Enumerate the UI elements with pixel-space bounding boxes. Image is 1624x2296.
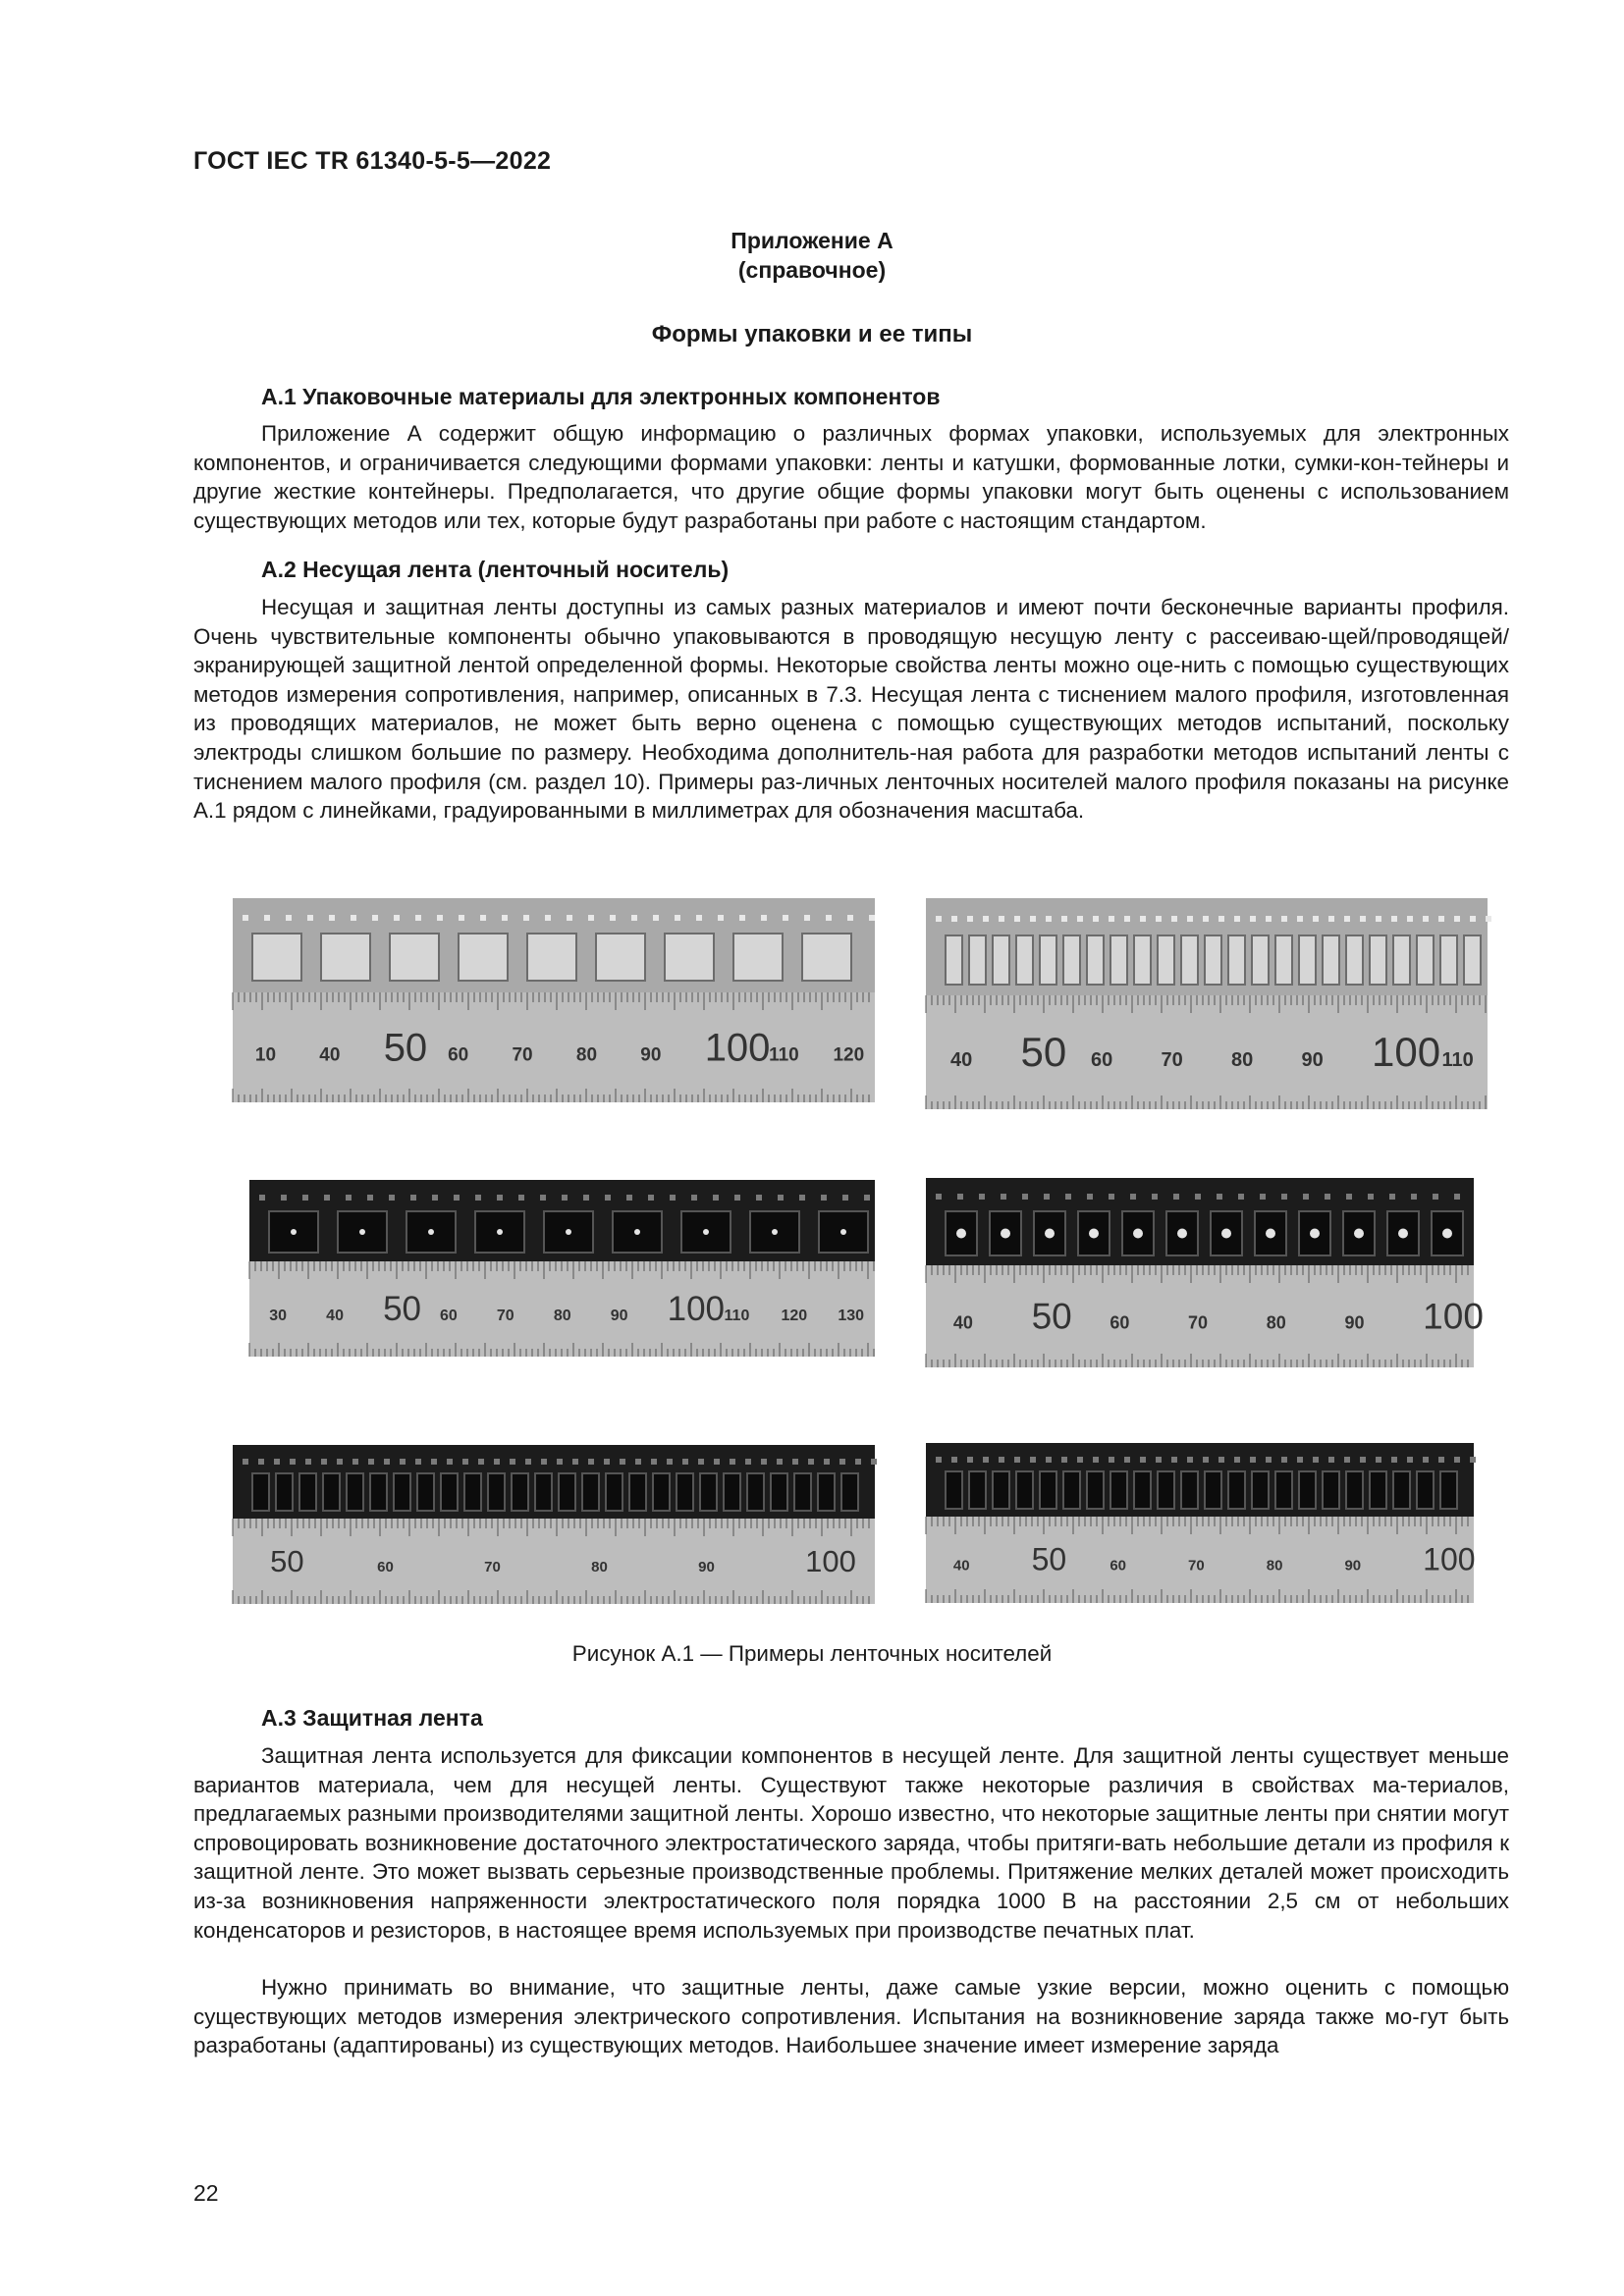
ruler-tick-label: 80 [575,1044,598,1066]
ruler-tick-label: 40 [950,1048,973,1071]
ruler-tick-label: 60 [448,1044,469,1066]
ruler-tick-label: 80 [591,1558,608,1575]
ruler-tick-label: 130 [838,1308,865,1325]
ruler-tick-label: 100 [704,1026,771,1070]
ruler-tick-label: 90 [1344,1312,1365,1333]
ruler-tick-label: 40 [952,1557,970,1575]
ruler-tick-label: 60 [1110,1312,1130,1333]
ruler-tick-label: 90 [640,1044,662,1066]
ruler-tick-label: 70 [1161,1048,1183,1071]
ruler-tick-label: 70 [1188,1557,1205,1575]
tape-photo-1 [233,898,875,1102]
section-a2-paragraph: Несущая и защитная ленты доступны из самых разных материалов и имеют почти бесконечные варианты профиля. Очень чувствительные компоненты обычно упаковываются в проводящую несущую ленту с рассеиваю-щей/проводящей/экранирующей защитной лентой определенной формы. Некоторые свойства ленты можно оце-нить с помощью существующих методов измерения сопротивления, например, описанных в 7.3. Несущая лента с тиснением малого профиля, изготовленная из проводящих материалов, не может быть верно оценена с помощью существующих методов испытаний, поскольку электроды слишком большие по размеру. Необходима дополнитель-ная работа для разработки методов испытаний ленты с тиснением малого профиля (см. раздел 10). Примеры раз-личных ленточных носителей малого профиля показаны на рисунке А.1 рядом с линейками, градуированными в миллиметрах для обозначения масштаба. [193,595,1509,824]
ruler-tick-label: 80 [1266,1312,1286,1333]
section-a1-heading: А.1 Упаковочные материалы для электронных компонентов [261,384,941,409]
standard-code-header: ГОСТ IEC TR 61340-5-5—2022 [193,147,552,175]
ruler-tick-label: 60 [1091,1048,1113,1071]
ruler-tick-label: 50 [383,1026,428,1070]
ruler-tick-label: 40 [952,1312,973,1333]
tape-photo-drawing [926,898,1488,1109]
tape-photo-2 [926,898,1488,1109]
ruler-tick-label: 100 [805,1543,856,1578]
ruler-tick-label: 70 [1188,1312,1209,1333]
ruler-tick-label: 110 [769,1044,799,1066]
ruler-tick-label: 60 [1110,1557,1127,1575]
ruler-tick-label: 40 [319,1044,341,1066]
ruler-tick-label: 110 [1441,1048,1474,1071]
page-number: 22 [193,2180,219,2206]
ruler-tick-label: 50 [1031,1541,1067,1577]
ruler-tick-label: 90 [698,1558,715,1575]
ruler-tick-label: 70 [496,1308,514,1325]
tape-photo-4 [926,1178,1484,1367]
ruler-tick-label: 90 [1301,1048,1324,1071]
tape-photo-6 [926,1443,1474,1603]
ruler-tick-label: 120 [833,1044,865,1066]
ruler-tick-label: 110 [724,1308,750,1325]
ruler-tick-label: 120 [781,1308,808,1325]
ruler-tick-label: 80 [1266,1557,1283,1575]
tape-photo-drawing [249,1180,875,1357]
tape-photo-drawing [233,1445,875,1604]
annex-kind: (справочное) [737,257,887,283]
ruler-tick-label: 70 [512,1044,533,1066]
annex-heading: Формы упаковки и ее типы [651,321,973,347]
ruler-tick-label: 90 [1344,1557,1362,1575]
tape-photo-drawing [926,1443,1474,1603]
tape-photo-drawing [233,898,875,1102]
section-a2-heading: А.2 Несущая лента (ленточный носитель) [261,557,730,582]
ruler-tick-label: 60 [377,1558,394,1575]
ruler-tick-label: 80 [553,1308,571,1325]
ruler-tick-label: 30 [269,1308,288,1325]
section-a1-paragraph: Приложение А содержит общую информацию о различных формах упаковки, используемых для электронных компонентов, и ограничивается следующими формами упаковки: ленты и катушки, формованные лотки, сумки-кон-тейнеры и другие жесткие контейнеры. Предполагается, что другие общие формы упаковки могут быть оценены с использованием существующих методов или тех, которые будут разработаны при работе с настоящим стандартом. [193,421,1509,533]
section-a3-paragraph-2: Нужно принимать во внимание, что защитные ленты, даже самые узкие версии, можно оценить с помощью существующих методов измерения электрического сопротивления. Испытания на возникновение заряда также мо-гут быть разработаны (адаптированы) из существующих методов. Наибольшее значение имеет измерение заряда [193,1975,1509,2058]
ruler-tick-label: 10 [254,1044,277,1066]
ruler-tick-label: 100 [667,1290,726,1329]
ruler-tick-label: 50 [1031,1296,1072,1337]
ruler-tick-label: 80 [1231,1048,1254,1071]
tape-photo-drawing [926,1178,1484,1367]
ruler-tick-label: 100 [1423,1541,1476,1577]
section-a3-heading: А.3 Защитная лента [261,1705,483,1731]
section-a3-paragraph-1: Защитная лента используется для фиксации компонентов в несущей ленте. Для защитной ленты существует меньше вариантов материала, чем для несущей ленты. Существуют также некоторые различия в свойствах ма-териалов, предлагаемых разными производителями защитной ленты. Хорошо известно, что некоторые защитные ленты при снятии могут спровоцировать возникновение достаточного электростатического заряда, чтобы притяги-вать небольшие детали из профиля к защитной ленте. Это может вызвать серьезные производственные проблемы. Притяжение мелких деталей может происходить из-за возникновения напряженности электростатического поля порядка 1000 В на расстоянии 2,5 см от небольших конденсаторов и резисторов, в настоящее время используемых при производстве печатных плат. [193,1743,1509,1943]
ruler-tick-label: 100 [1423,1296,1484,1337]
ruler-tick-label: 50 [1020,1028,1067,1075]
annex-title: Приложение А [731,228,893,253]
ruler-tick-label: 40 [326,1308,344,1325]
tape-photo-3 [249,1180,875,1357]
ruler-tick-label: 50 [270,1543,304,1578]
ruler-tick-label: 70 [484,1558,501,1575]
tape-photo-5 [233,1445,875,1604]
ruler-tick-label: 50 [383,1290,422,1329]
figure-caption: Рисунок А.1 — Примеры ленточных носителей [571,1641,1053,1666]
ruler-tick-label: 90 [610,1308,628,1325]
ruler-tick-label: 60 [439,1308,458,1325]
ruler-tick-label: 100 [1372,1028,1441,1075]
